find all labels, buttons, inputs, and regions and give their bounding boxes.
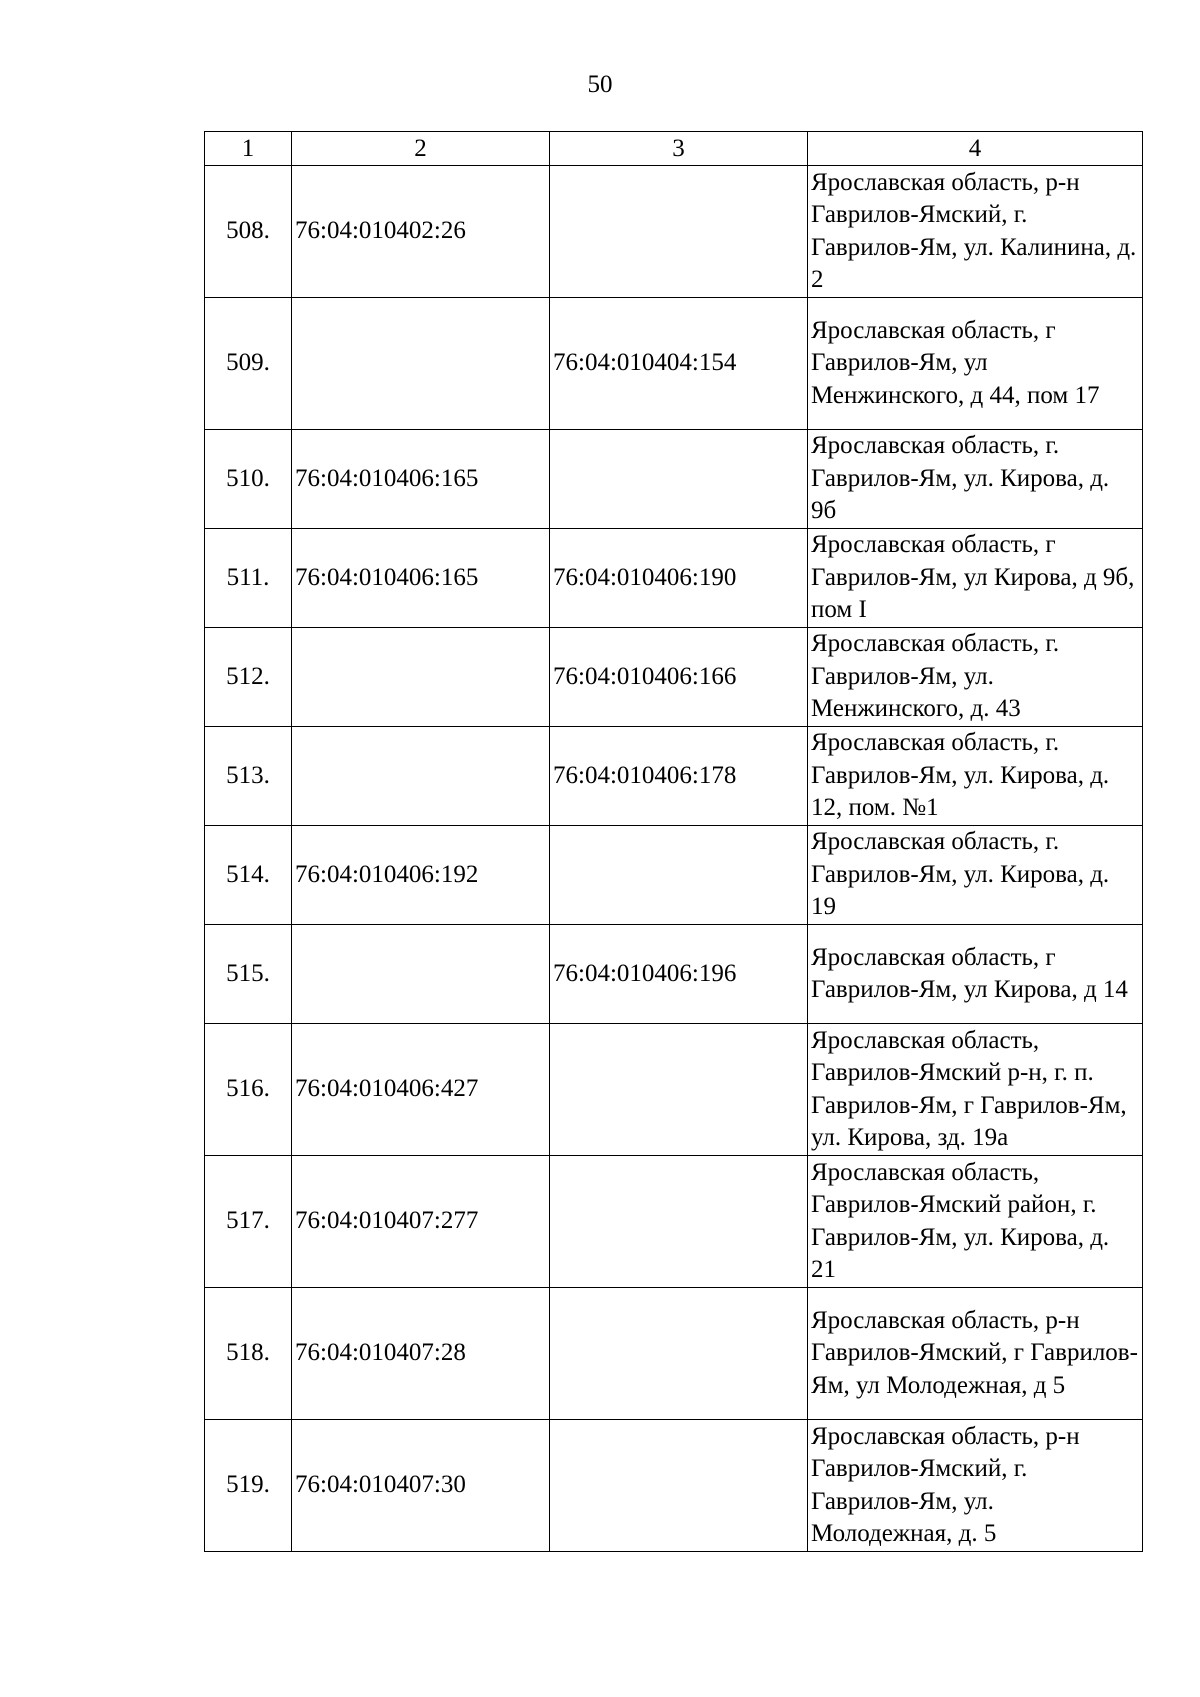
cadastral-number-parcel: 76:04:010407:30 — [292, 1420, 550, 1552]
row-number: 514. — [205, 826, 292, 925]
table-row — [205, 529, 1143, 628]
table-row — [205, 1156, 1143, 1288]
registry-table — [204, 131, 1143, 1552]
address: Ярославская область, г. Гаврилов-Ям, ул. Кирова, д. 12, пом. №1 — [808, 727, 1143, 826]
cadastral-number-parcel — [292, 727, 550, 826]
cadastral-number-parcel: 76:04:010406:165 — [292, 430, 550, 529]
row-number: 515. — [205, 925, 292, 1024]
column-header-2: 2 — [292, 132, 550, 166]
column-header-3: 3 — [550, 132, 808, 166]
address: Ярославская область, Гаврилов-Ямский район, г. Гаврилов-Ям, ул. Кирова, д. 21 — [808, 1156, 1143, 1288]
cadastral-number-object — [550, 1156, 808, 1288]
address: Ярославская область, р-н Гаврилов-Ямский, г Гаврилов-Ям, ул Молодежная, д 5 — [808, 1288, 1143, 1420]
cadastral-number-parcel: 76:04:010402:26 — [292, 166, 550, 298]
cadastral-number-parcel — [292, 298, 550, 430]
cadastral-number-parcel: 76:04:010406:165 — [292, 529, 550, 628]
cadastral-number-object — [550, 826, 808, 925]
cadastral-number-object — [550, 1024, 808, 1156]
table-row — [205, 826, 1143, 925]
row-number: 511. — [205, 529, 292, 628]
table-header-row — [205, 132, 1143, 166]
address: Ярославская область, г. Гаврилов-Ям, ул. Кирова, д. 9б — [808, 430, 1143, 529]
address: Ярославская область, г Гаврилов-Ям, ул Кирова, д 14 — [808, 925, 1143, 1024]
cadastral-number-object — [550, 1288, 808, 1420]
cadastral-number-parcel: 76:04:010407:277 — [292, 1156, 550, 1288]
row-number: 513. — [205, 727, 292, 826]
cadastral-number-object — [550, 430, 808, 529]
address: Ярославская область, г Гаврилов-Ям, ул Кирова, д 9б, пом I — [808, 529, 1143, 628]
column-header-4: 4 — [808, 132, 1143, 166]
row-number: 518. — [205, 1288, 292, 1420]
address: Ярославская область, г. Гаврилов-Ям, ул. Кирова, д. 19 — [808, 826, 1143, 925]
page-number: 50 — [587, 71, 613, 98]
table-row — [205, 925, 1143, 1024]
cadastral-number-parcel: 76:04:010407:28 — [292, 1288, 550, 1420]
cadastral-number-parcel — [292, 925, 550, 1024]
table-row — [205, 1024, 1143, 1156]
cadastral-number-object — [550, 1420, 808, 1552]
cadastral-number-object: 76:04:010406:190 — [550, 529, 808, 628]
table-row — [205, 298, 1143, 430]
row-number: 509. — [205, 298, 292, 430]
cadastral-number-parcel: 76:04:010406:427 — [292, 1024, 550, 1156]
row-number: 510. — [205, 430, 292, 529]
address: Ярославская область, р-н Гаврилов-Ямский, г. Гаврилов-Ям, ул. Калинина, д. 2 — [808, 166, 1143, 298]
table-row — [205, 727, 1143, 826]
address: Ярославская область, р-н Гаврилов-Ямский, г. Гаврилов-Ям, ул. Молодежная, д. 5 — [808, 1420, 1143, 1552]
cadastral-number-object: 76:04:010406:196 — [550, 925, 808, 1024]
cadastral-number-object — [550, 166, 808, 298]
row-number: 517. — [205, 1156, 292, 1288]
row-number: 519. — [205, 1420, 292, 1552]
row-number: 508. — [205, 166, 292, 298]
cadastral-number-object: 76:04:010406:178 — [550, 727, 808, 826]
table-row — [205, 1420, 1143, 1552]
table-row — [205, 1288, 1143, 1420]
table-row — [205, 628, 1143, 727]
address: Ярославская область, Гаврилов-Ямский р-н, г. п. Гаврилов-Ям, г Гаврилов-Ям, ул. Кирова, зд. 19а — [808, 1024, 1143, 1156]
cadastral-number-object: 76:04:010406:166 — [550, 628, 808, 727]
row-number: 512. — [205, 628, 292, 727]
cadastral-number-object: 76:04:010404:154 — [550, 298, 808, 430]
table-row — [205, 166, 1143, 298]
address: Ярославская область, г. Гаврилов-Ям, ул. Менжинского, д. 43 — [808, 628, 1143, 727]
table-row — [205, 430, 1143, 529]
column-header-1: 1 — [205, 132, 292, 166]
address: Ярославская область, г Гаврилов-Ям, ул Менжинского, д 44, пом 17 — [808, 298, 1143, 430]
cadastral-number-parcel: 76:04:010406:192 — [292, 826, 550, 925]
cadastral-number-parcel — [292, 628, 550, 727]
row-number: 516. — [205, 1024, 292, 1156]
